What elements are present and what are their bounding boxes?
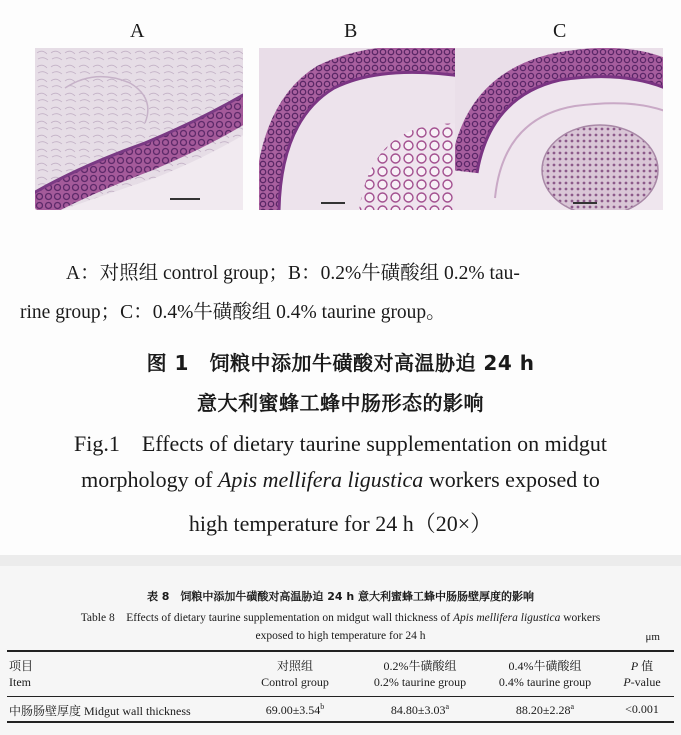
panel-label-b: B bbox=[344, 20, 358, 42]
figure-title-en-2: morphology of Apis mellifera ligustica workers exposed to bbox=[81, 467, 600, 492]
header-p-zh: P 值 bbox=[630, 659, 654, 673]
row-control-value: 69.00±3.54$^b$ bbox=[265, 702, 325, 717]
header-t02-zh: 0.2%牛磺酸组 bbox=[383, 659, 457, 673]
figure-title-zh-2: 意大利蜜蜂工蜂中肠形态的影响 bbox=[197, 391, 484, 415]
panel-gap bbox=[0, 555, 681, 566]
header-control-zh: 对照组 bbox=[276, 659, 314, 673]
table-caption-en-1: Table 8 Effects of dietary taurine supplementation on midgut wall thickness of Apis mellifera ligustica workers bbox=[80, 612, 601, 624]
row-t04-value: 88.20±2.28$^a$ bbox=[515, 702, 575, 717]
micrograph-taurine-0.4 bbox=[455, 48, 663, 210]
row-t02-value: 84.80±3.03$^a$ bbox=[390, 702, 450, 717]
panel-label-a: A bbox=[130, 20, 145, 42]
figure-title-zh-1: 图 1 饲粮中添加牛磺酸对高温胁迫 24 h bbox=[146, 351, 535, 375]
micrograph-taurine-0.2 bbox=[259, 48, 467, 210]
panel-label-c: C bbox=[553, 20, 567, 42]
header-t04-en: 0.4% taurine group bbox=[498, 675, 592, 689]
header-control-en: Control group bbox=[261, 675, 329, 689]
micrograph-control bbox=[35, 48, 243, 210]
table-unit: μm bbox=[645, 631, 660, 643]
header-t04-zh: 0.4%牛磺酸组 bbox=[508, 659, 582, 673]
header-t02-en: 0.2% taurine group bbox=[373, 675, 467, 689]
row-p-value: <0.001 bbox=[625, 702, 659, 716]
caption-line-1: A：对照组 control group；B：0.2%牛磺酸组 0.2% tau- bbox=[66, 263, 520, 284]
caption-line-2: rine group；C：0.4%牛磺酸组 0.4% taurine group。 bbox=[20, 302, 446, 323]
header-p-en: P-value bbox=[623, 675, 661, 689]
table-mid-rule bbox=[7, 696, 674, 697]
figure-title-en-3: high temperature for 24 h（20×） bbox=[188, 511, 493, 536]
header-item-zh: 项目 bbox=[9, 659, 34, 673]
table-top-rule bbox=[7, 650, 674, 652]
row-item: 中肠肠壁厚度 Midgut wall thickness bbox=[9, 704, 191, 718]
figure-title-en-1: Fig.1 Effects of dietary taurine supplementation on midgut bbox=[74, 431, 607, 456]
header-item-en: Item bbox=[9, 675, 31, 689]
table-caption-zh: 表 8 饲粮中添加牛磺酸对高温胁迫 24 h 意大利蜜蜂工蜂中肠肠壁厚度的影响 bbox=[146, 590, 535, 603]
table-caption-en-2: exposed to high temperature for 24 h bbox=[255, 630, 426, 642]
table-bottom-rule bbox=[7, 721, 674, 723]
